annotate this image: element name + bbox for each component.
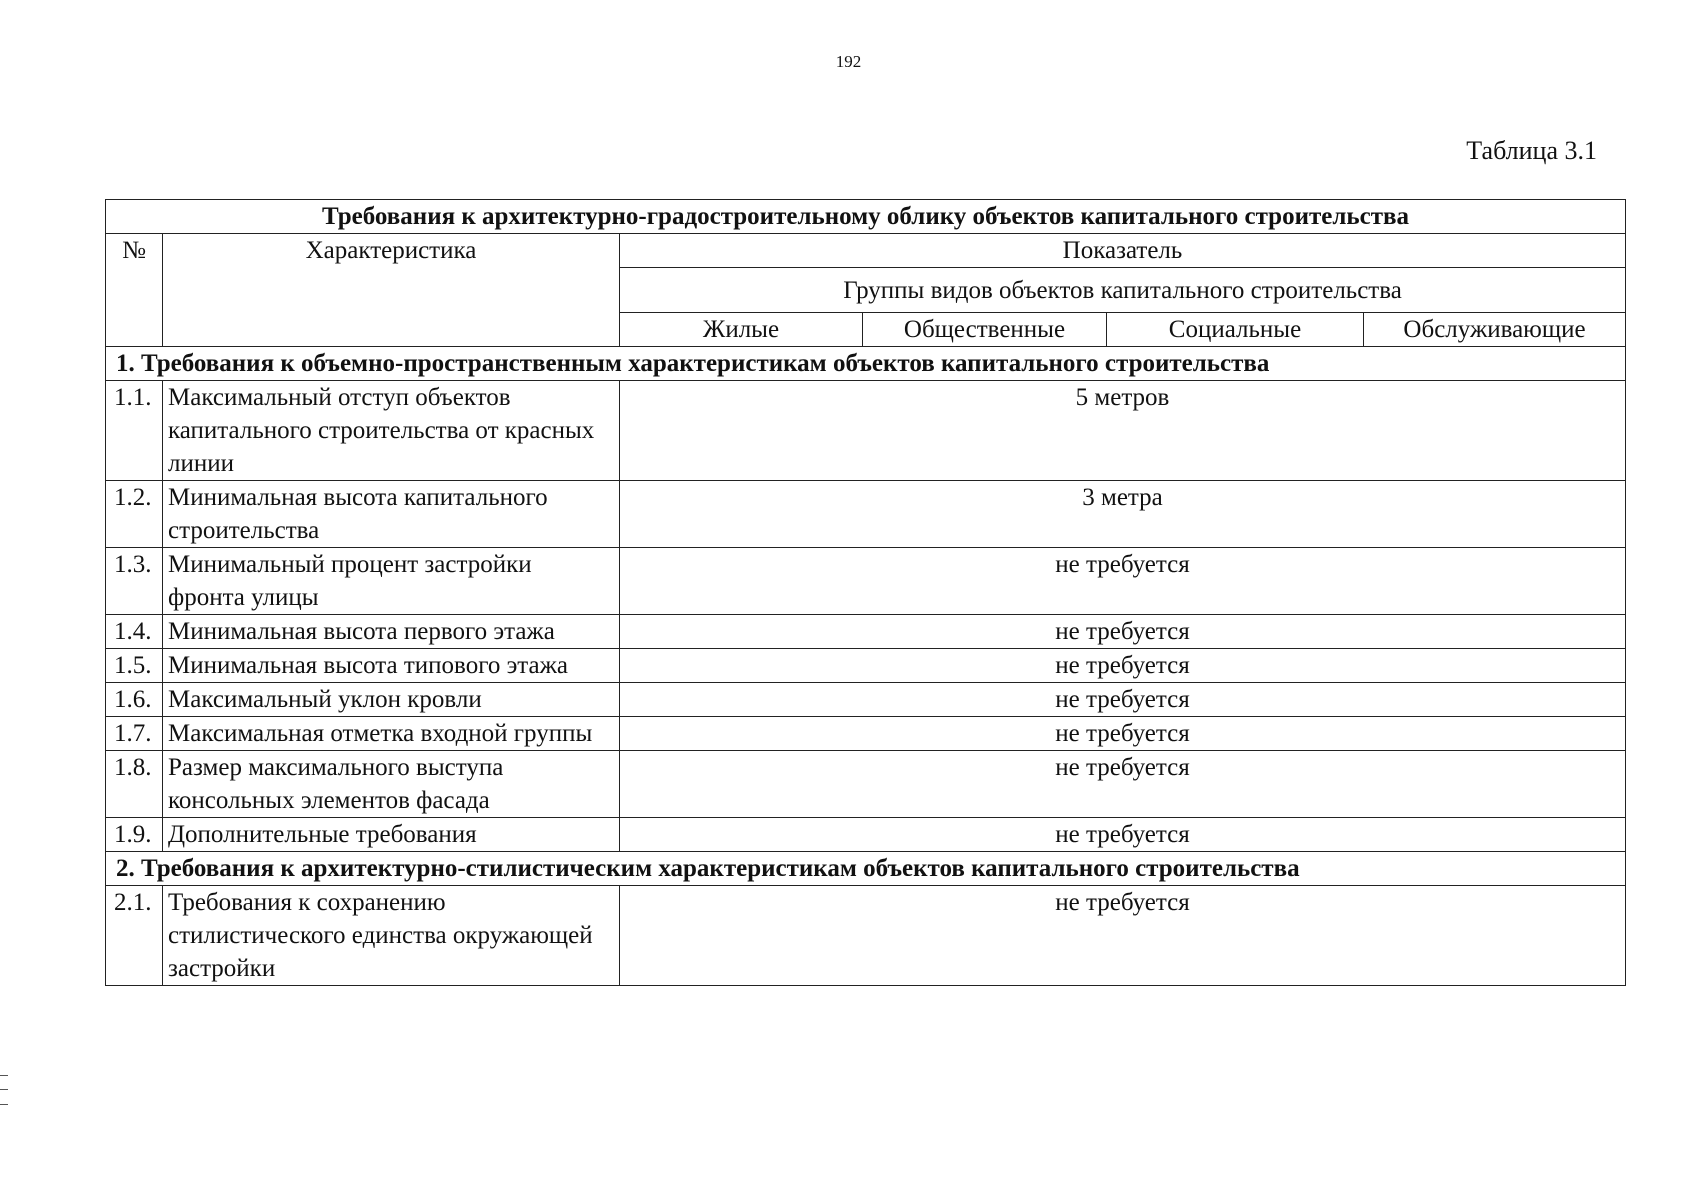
table-row (106, 751, 1626, 818)
row-value: не требуется (620, 649, 1626, 683)
page-number: 192 (835, 52, 862, 71)
row-label: Минимальная высота первого этажа (163, 615, 620, 649)
requirements-table (105, 199, 1626, 986)
table-row (106, 818, 1626, 852)
section-1-title: 1. Требования к объемно-пространственным характеристикам объектов капитального строительства (106, 347, 1626, 381)
section-2-title: 2. Требования к архитектурно-стилистическим характеристикам объектов капитального строительства (106, 852, 1626, 886)
row-num: 1.2. (106, 481, 163, 548)
row-num: 1.5. (106, 649, 163, 683)
row-num: 1.6. (106, 683, 163, 717)
row-value: не требуется (620, 683, 1626, 717)
row-num: 2.1. (106, 886, 163, 986)
row-value: не требуется (620, 751, 1626, 818)
table-title: Требования к архитектурно-градостроительному облику объектов капитального строительства (106, 200, 1626, 234)
table-row (106, 481, 1626, 548)
row-label: Размер максимального выступа консольных элементов фасада (163, 751, 620, 818)
row-value: не требуется (620, 615, 1626, 649)
row-label: Минимальная высота капитального строительства (163, 481, 620, 548)
table-row (106, 381, 1626, 481)
header-groups: Группы видов объектов капитального строительства (620, 268, 1626, 313)
row-num: 1.4. (106, 615, 163, 649)
row-num: 1.3. (106, 548, 163, 615)
row-value: 5 метров (620, 381, 1626, 481)
row-num: 1.9. (106, 818, 163, 852)
header-characteristic: Характеристика (163, 234, 620, 347)
section-row (106, 347, 1626, 381)
row-value: 3 метра (620, 481, 1626, 548)
row-num: 1.7. (106, 717, 163, 751)
table-row (106, 649, 1626, 683)
table-row (106, 615, 1626, 649)
group-public: Общественные (863, 313, 1107, 347)
row-label: Требования к сохранению стилистического единства окружающей застройки (163, 886, 620, 986)
table-row (106, 717, 1626, 751)
row-value: не требуется (620, 548, 1626, 615)
group-social: Социальные (1107, 313, 1364, 347)
group-service: Обслуживающие (1364, 313, 1626, 347)
row-label: Максимальный отступ объектов капитального строительства от красных линии (163, 381, 620, 481)
table-row (106, 683, 1626, 717)
table-caption: Таблица 3.1 (1466, 136, 1597, 165)
header-num: № (106, 234, 163, 347)
row-value: не требуется (620, 886, 1626, 986)
row-label: Максимальная отметка входной группы (163, 717, 620, 751)
margin-mark (0, 1075, 8, 1105)
row-value: не требуется (620, 717, 1626, 751)
table-row (106, 886, 1626, 986)
table-title-row (106, 200, 1626, 234)
section-row (106, 852, 1626, 886)
table-row (106, 548, 1626, 615)
row-value: не требуется (620, 818, 1626, 852)
row-num: 1.1. (106, 381, 163, 481)
row-label: Максимальный уклон кровли (163, 683, 620, 717)
group-residential: Жилые (620, 313, 863, 347)
header-row (106, 234, 1626, 268)
row-num: 1.8. (106, 751, 163, 818)
row-label: Минимальная высота типового этажа (163, 649, 620, 683)
row-label: Дополнительные требования (163, 818, 620, 852)
header-indicator: Показатель (620, 234, 1626, 268)
row-label: Минимальный процент застройки фронта улицы (163, 548, 620, 615)
